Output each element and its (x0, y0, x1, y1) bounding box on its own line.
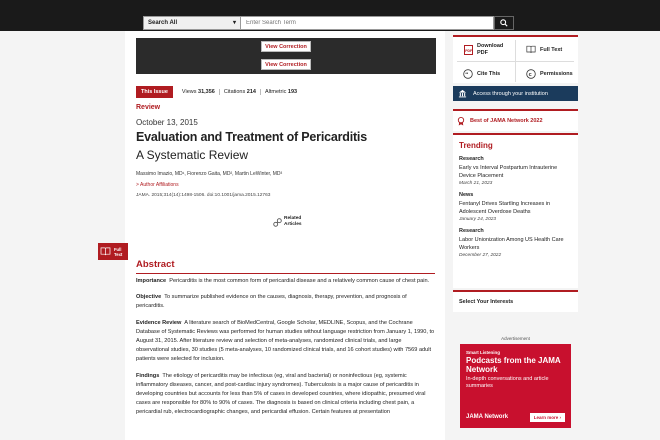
altmetric-label: Altmetric (264, 89, 287, 95)
trending-panel (453, 133, 578, 288)
section-text: The etiology of pericarditis may be infectious (eg, viral and bacterial) or noninfectious (eg, systemic inflammatory diseases, cancer, and post-cardiac injury syndromes). Tuberculosis is a major cause of pericarditis in developing countries but accounts for less than 5% of cases in developed countries, where idiopathic, presumed viral cases are responsible for 80% to 90% of cases. The diagnosis is based on clinical criteria including chest pain, a pericardial rub, electrocardiographic changes, and pericardial effusion. Certain features at presentation (136, 372, 426, 416)
trending-item[interactable] (459, 156, 572, 186)
search-bar (143, 16, 514, 30)
section-label: Objective (136, 294, 162, 301)
award-icon (457, 117, 465, 126)
trending-title[interactable]: Fentanyl Drives Startling Increases in Adolescent Overdose Deaths (459, 201, 551, 215)
ad-headline: Podcasts from the JAMA Network (466, 356, 561, 374)
right-sidebar (453, 35, 578, 312)
related-label-line-1: Related (284, 216, 302, 221)
trending-date: January 24, 2023 (459, 217, 497, 222)
author-list[interactable]: Massimo Imazio, MD¹, Fiorenzo Gaita, MD², Martin LeWinter, MD³ (136, 171, 283, 177)
institution-access-button[interactable] (453, 86, 578, 101)
citations-label: Citations (223, 89, 246, 95)
download-pdf-label: Download PDF (477, 43, 504, 56)
cite-this-label: Cite This (477, 70, 501, 77)
trending-category: Research (459, 228, 484, 234)
altmetric-metric[interactable] (261, 89, 301, 95)
trending-date: December 27, 2022 (459, 253, 502, 258)
section-label: Findings (136, 372, 160, 379)
abstract-section (136, 277, 435, 286)
article-column (125, 31, 445, 440)
ad-eyebrow: Smart Listening (466, 350, 501, 355)
permissions-button[interactable] (516, 62, 578, 85)
article-tools (453, 35, 578, 83)
related-articles-link[interactable] (273, 216, 302, 228)
divider (457, 61, 574, 62)
trending-item[interactable] (459, 228, 572, 258)
svg-text:“: “ (465, 72, 469, 79)
download-pdf-button[interactable] (453, 38, 515, 61)
section-text: Pericarditis is the most common form of pericardial disease and a relatively common cause of chest pain. (169, 278, 430, 284)
cite-this-button[interactable] (453, 62, 515, 85)
views-label: Views (181, 89, 197, 95)
ad-brand-logo: JAMA Network (466, 414, 509, 420)
top-bar (0, 0, 660, 31)
trending-date: March 21, 2023 (459, 181, 493, 186)
article-metrics (136, 86, 301, 98)
svg-text:c: c (528, 71, 532, 78)
section-label: Evidence Review (136, 319, 182, 326)
views-metric (178, 89, 220, 95)
book-icon (526, 45, 536, 55)
views-value: 31,356 (198, 89, 215, 95)
chevron-down-icon: ▾ (232, 20, 236, 26)
podcast-advertisement[interactable] (460, 344, 571, 428)
citations-metric[interactable] (220, 89, 261, 95)
access-label: Access through your institution (473, 90, 548, 97)
trending-title[interactable]: Labor Unionization Among US Health Care Workers (459, 237, 564, 251)
abstract-heading: Abstract (136, 259, 435, 274)
publication-date: October 13, 2015 (136, 118, 198, 127)
citations-value: 214 (246, 89, 256, 95)
abstract-body (136, 277, 435, 425)
full-text-button[interactable] (516, 38, 578, 61)
search-input[interactable] (241, 16, 494, 30)
author-affiliations-toggle[interactable]: > Author Affiliations (136, 182, 179, 188)
quote-icon (463, 69, 473, 79)
ad-learn-more-button[interactable]: Learn more › (530, 413, 565, 422)
advertisement-label: Advertisement (501, 336, 530, 341)
pdf-icon (463, 45, 473, 55)
related-label-line-2: Articles (284, 222, 302, 227)
search-icon (500, 19, 508, 27)
full-text-tab[interactable] (98, 243, 128, 260)
ad-subtext: In-depth conversations and article summaries (466, 376, 549, 389)
trending-category: News (459, 192, 474, 198)
corrections-panel (136, 38, 436, 74)
citation-line: JAMA. 2015;314(14):1498-1506. doi:10.1001/jama.2015.12763 (136, 193, 271, 198)
search-scope-label: Search All (148, 20, 178, 26)
copyright-icon (526, 69, 536, 79)
section-text: A literature search of BioMedCentral, Google Scholar, MEDLINE, Scopus, and the Cochrane Database of Systematic Reviews was performed for human studies without language restriction from January 1, 1990, to August 31, 2015. After literature review and selection of meta-analyses, randomized clinical trials, and large observational studies, 30 studies (5 meta-analyses, 10 randomized clinical trials, and 16 cohort studies) with 7569 adult patients were selected for inclusion. (136, 319, 435, 363)
link-icon (273, 218, 282, 227)
full-text-label: Full Text (540, 46, 563, 53)
trending-heading: Trending (459, 141, 493, 150)
this-issue-badge[interactable]: This Issue (136, 86, 173, 98)
svg-text:PDF: PDF (464, 48, 472, 53)
full-text-tab-line-1: Full (114, 246, 122, 252)
best-of-jama-link[interactable] (453, 109, 578, 131)
search-button[interactable] (494, 16, 514, 30)
abstract-section (136, 319, 435, 365)
full-text-tab-line-2: Text (114, 251, 123, 257)
select-interests-button[interactable] (453, 290, 578, 312)
altmetric-value: 193 (287, 89, 298, 95)
best-of-label: Best of JAMA Network 2022 (470, 118, 543, 124)
section-label: Importance (136, 278, 167, 284)
trending-title[interactable]: Early vs Interval Postpartum Intrauterine Device Placement (459, 165, 558, 179)
book-icon (100, 247, 111, 256)
trending-category: Research (459, 156, 484, 162)
article-type: Review (136, 104, 161, 111)
permissions-label: Permissions (540, 70, 573, 77)
abstract-section (136, 372, 435, 418)
page-subtitle: A Systematic Review (136, 148, 249, 162)
view-correction-button[interactable]: View Correction (261, 41, 311, 52)
search-scope-select[interactable] (143, 16, 241, 30)
section-text: To summarize published evidence on the causes, diagnosis, therapy, prevention, and prognosis of pericarditis. (136, 294, 407, 310)
page-title: Evaluation and Treatment of Pericarditis (136, 130, 367, 144)
institution-icon (457, 89, 467, 99)
interests-label: Select Your Interests (459, 299, 514, 305)
view-correction-button[interactable]: View Correction (261, 59, 311, 70)
abstract-section (136, 293, 435, 311)
trending-item[interactable] (459, 192, 572, 222)
